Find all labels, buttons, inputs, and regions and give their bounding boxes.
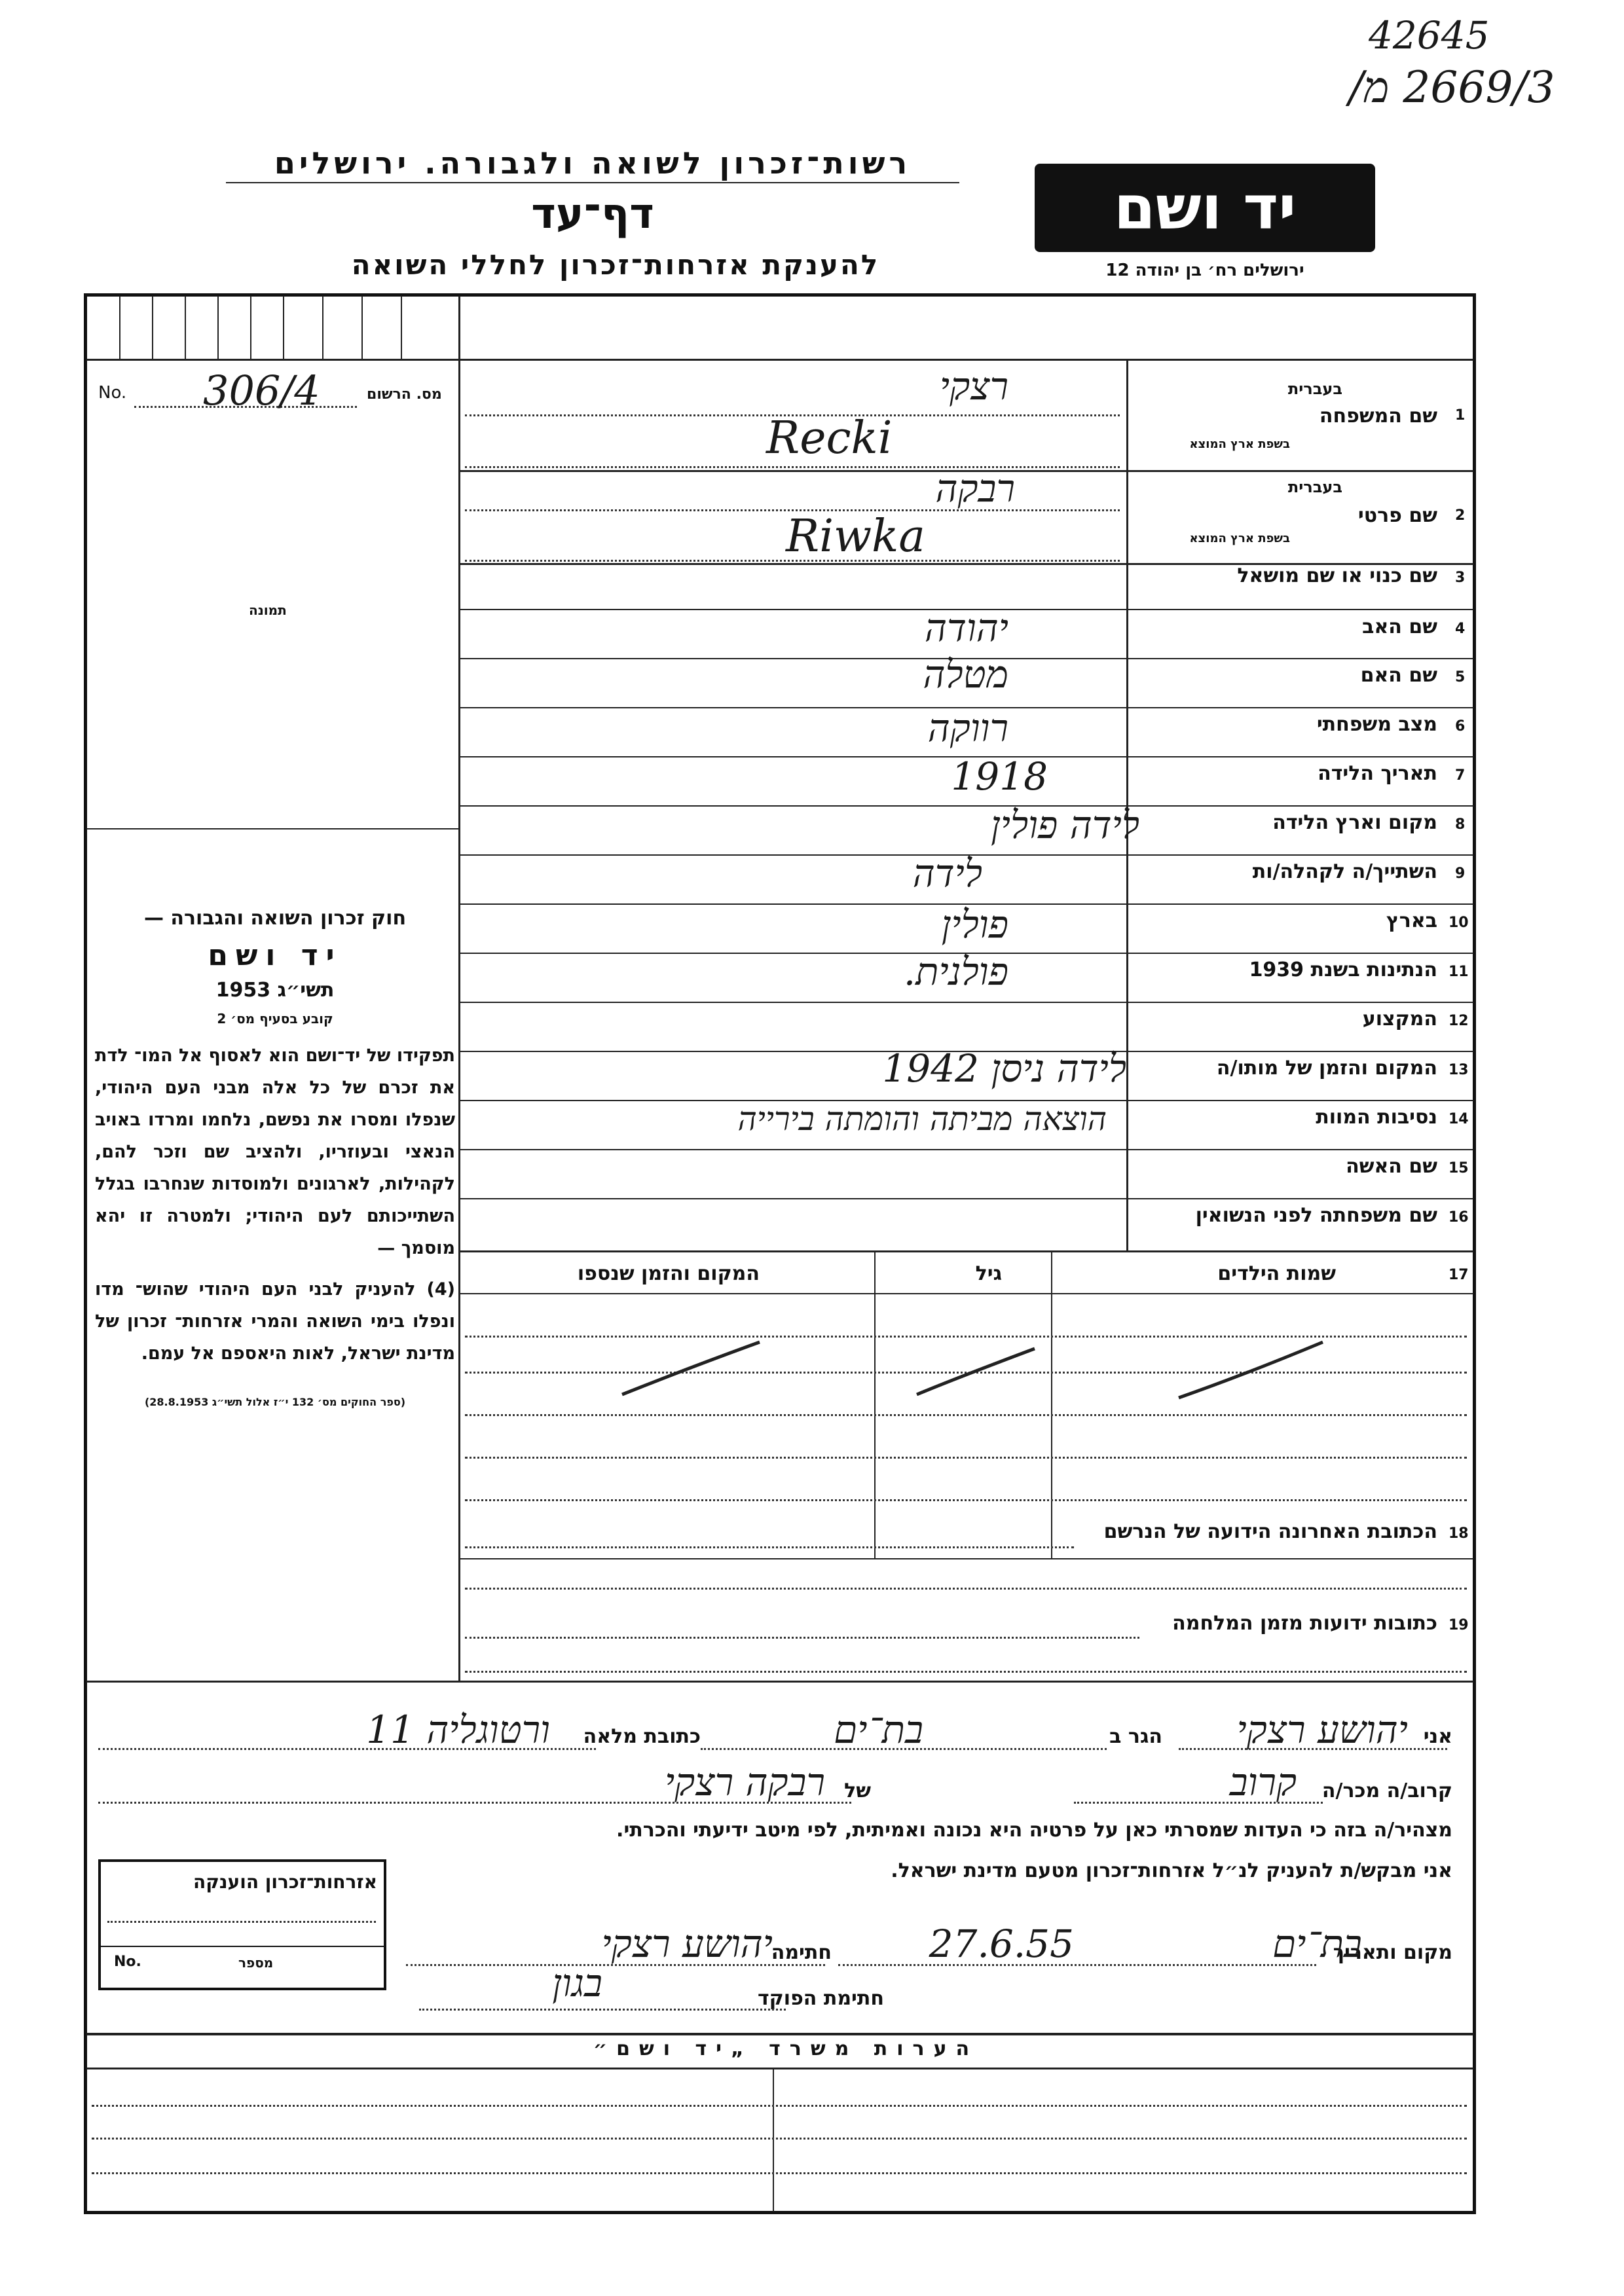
law-text (95, 907, 455, 1408)
stamp-box-title: אזרחות־זכרון הוענקה (193, 1871, 377, 1893)
field-value-latin: Recki (766, 412, 893, 464)
field-value: 1918 (951, 754, 1048, 799)
decl-relation: קרוב (1229, 1760, 1297, 1804)
field-num: 7 (1455, 767, 1466, 784)
field-18-num: 18 (1449, 1525, 1469, 1542)
field-label: תאריך הלידה (1318, 762, 1437, 785)
law-paragraph-1: תפקידו של יד־ושם הוא לאסוף אל המו־ לדת את זכרם של כל אלה מבני העם היהודי, שנפלו ומסרו את נפשם, נלחמו ומרדו באויב הנאצי ובעוזריו, ולהציב שם וזכר להם, לקהילות, לארגונים ולמוסדות שנחרבו בגלל השתייכותם לעם היהודי; ולמטרה זו יהא מוסמך — (95, 1046, 455, 1258)
field-num: 10 (1449, 915, 1469, 931)
field-num: 8 (1455, 816, 1466, 833)
field-num: 11 (1449, 964, 1469, 980)
decl-place-date-label: מקום ותאריך (1333, 1941, 1452, 1964)
field-value-latin: Riwka (786, 511, 925, 562)
field-label: שם האב (1362, 615, 1437, 638)
field-label: נסיבות המוות (1316, 1106, 1437, 1129)
field-sub-hebrew: בעברית (1287, 380, 1342, 398)
decl-relative-label: קרוב/ה מכר/ה (1321, 1779, 1452, 1802)
field-num: 14 (1449, 1111, 1469, 1127)
field-sub-hebrew: בעברית (1287, 478, 1342, 496)
children-num: 17 (1449, 1267, 1469, 1283)
field-num: 13 (1449, 1062, 1469, 1078)
decl-declarant: יהושע רצקי (1236, 1707, 1408, 1752)
col-header-names: שמות הילדים (1217, 1262, 1336, 1285)
decl-clerk-signature: בגון (552, 1961, 602, 2005)
decl-clerk-label: חתימת הפוקד (758, 1987, 884, 2010)
form-title: דף־עד (531, 190, 654, 238)
field-label: שם האם (1360, 664, 1437, 687)
field-num: 16 (1449, 1209, 1469, 1226)
decl-date: 27.6.55 (929, 1922, 1074, 1966)
law-reference: (ספר החוקים מס׳ 132 י״ז אלול תשי״ג 28.8.1953) (144, 1396, 406, 1408)
decl-ani: אני (1423, 1725, 1452, 1748)
field-label: הנתינות בשנת 1939 (1249, 958, 1437, 981)
photo-label: תמונה (249, 602, 287, 618)
decl-victim: רבקה רצקי (664, 1760, 825, 1804)
field-label: שם משפחתה לפני הנשואין (1195, 1204, 1437, 1227)
registration-no-label: No. (98, 383, 127, 403)
field-label: המקצוע (1362, 1008, 1437, 1030)
field-num: 5 (1455, 669, 1466, 685)
field-19-label: כתובות ידועות מזמן המלחמה (1172, 1612, 1437, 1635)
field-value: פולנית. (903, 949, 1008, 994)
corner-number: 42645 (1369, 13, 1490, 58)
field-num: 12 (1449, 1013, 1469, 1029)
law-title: חוק זכרון השואה והגבורה — (143, 907, 407, 930)
field-num: 3 (1455, 570, 1466, 586)
stamp-box-number-label: מספר (238, 1955, 274, 1971)
logo-address: ירושלים רח׳ בן יהודה 12 (1105, 261, 1304, 280)
field-value: פולין (941, 902, 1008, 947)
field-value: מטלה (923, 652, 1008, 697)
field-value: לידה פולין (990, 803, 1139, 847)
field-18-label: הכתובת האחרונה הידועה של הנרשם (1103, 1520, 1437, 1543)
law-year: תשי״ג 1953 (215, 979, 335, 1002)
decl-place: בת־ים (1272, 1922, 1362, 1966)
registration-no-value: 306/4 (203, 367, 320, 414)
field-label: שם האשה (1346, 1155, 1437, 1178)
decl-signature: יהושע רצקי (601, 1922, 773, 1966)
registration-no-label-he: מס. הרשום (367, 386, 442, 403)
yad-vashem-logo (1035, 164, 1375, 252)
field-num: 6 (1455, 718, 1466, 735)
law-paragraph-2: (4) להעניק לבני העם היהודי שהוש־ מדו ונפלו בימי השואה והמרי אזרחות־ זכרון של מדינת ישראל, לאות היאספם אל עמם. (95, 1279, 455, 1364)
decl-address: ורטוגליה 11 (366, 1707, 550, 1752)
field-label: שם פרטי (1357, 504, 1437, 527)
field-value: לידה ניסן 1942 (882, 1046, 1126, 1091)
decl-resides: הגר ב (1109, 1725, 1162, 1748)
field-label: בארץ (1386, 909, 1437, 932)
field-value-he: רצקי (939, 364, 1008, 409)
field-value: הוצאה מביתה והומתה בירייה (737, 1100, 1107, 1138)
field-num: 15 (1449, 1160, 1469, 1176)
field-label: מצב משפחתי (1316, 713, 1437, 736)
law-section: קובע בסעיף מס׳ 2 (217, 1011, 333, 1027)
decl-signature-label: חתימה (771, 1941, 832, 1964)
field-num: 2 (1455, 507, 1466, 524)
field-label: שם כנוי או שם מושאל (1237, 564, 1437, 587)
field-label: השתייך/ה לקהלה/ות (1252, 860, 1437, 883)
office-notes-title: הערות משרד „יד ושם״ (593, 2037, 979, 2060)
authority-name: רשות־זכרון לשואה ולגבורה. ירושלים (274, 145, 912, 181)
form-subtitle: להענקת אזרחות־זכרון לחללי השואה (351, 249, 880, 281)
decl-address-label: כתובת מלאה (583, 1725, 701, 1748)
col-header-place: המקום והזמן שנספו (577, 1262, 760, 1285)
decl-of: של (844, 1779, 871, 1802)
stamp-box-no-label: No. (114, 1954, 141, 1970)
decl-city: בת־ים (834, 1707, 923, 1752)
field-19-num: 19 (1449, 1617, 1469, 1633)
photo-placeholder (92, 432, 452, 825)
field-value: רווקה (927, 706, 1008, 750)
field-sub-origin: בשפת ארץ המוצא (1189, 532, 1290, 545)
field-sub-origin: בשפת ארץ המוצא (1189, 437, 1290, 451)
decl-statement: מצהיר/ה בזה כי העדות שמסרתי כאן על פרטיה היא נכונה ואמיתית, לפי מיטב ידיעתי והכרתי. (616, 1819, 1452, 1842)
citizenship-stamp-box (98, 1859, 386, 1990)
corner-handwritten-ref: 2669/3 מ/ (1349, 62, 1555, 113)
field-value: יהודה (925, 606, 1008, 650)
field-value-he: רבקה (935, 466, 1015, 511)
field-value: לידה (912, 851, 982, 896)
field-label: המקום והזמן של מותו/ה (1216, 1057, 1437, 1080)
decl-request: אני מבקש/ת להעניק לנ״ל אזרחות־זכרון מטעם מדינת ישראל. (891, 1859, 1452, 1882)
field-label: שם המשפחה (1319, 405, 1437, 428)
logo-text: יד ושם (1113, 173, 1297, 243)
field-num: 4 (1455, 621, 1466, 637)
field-num: 1 (1455, 407, 1466, 424)
field-num: 9 (1455, 866, 1466, 882)
field-label: מקום וארץ הלידה (1272, 811, 1437, 834)
col-header-age: גיל (975, 1262, 1002, 1285)
law-name: יד ושם (208, 939, 342, 972)
